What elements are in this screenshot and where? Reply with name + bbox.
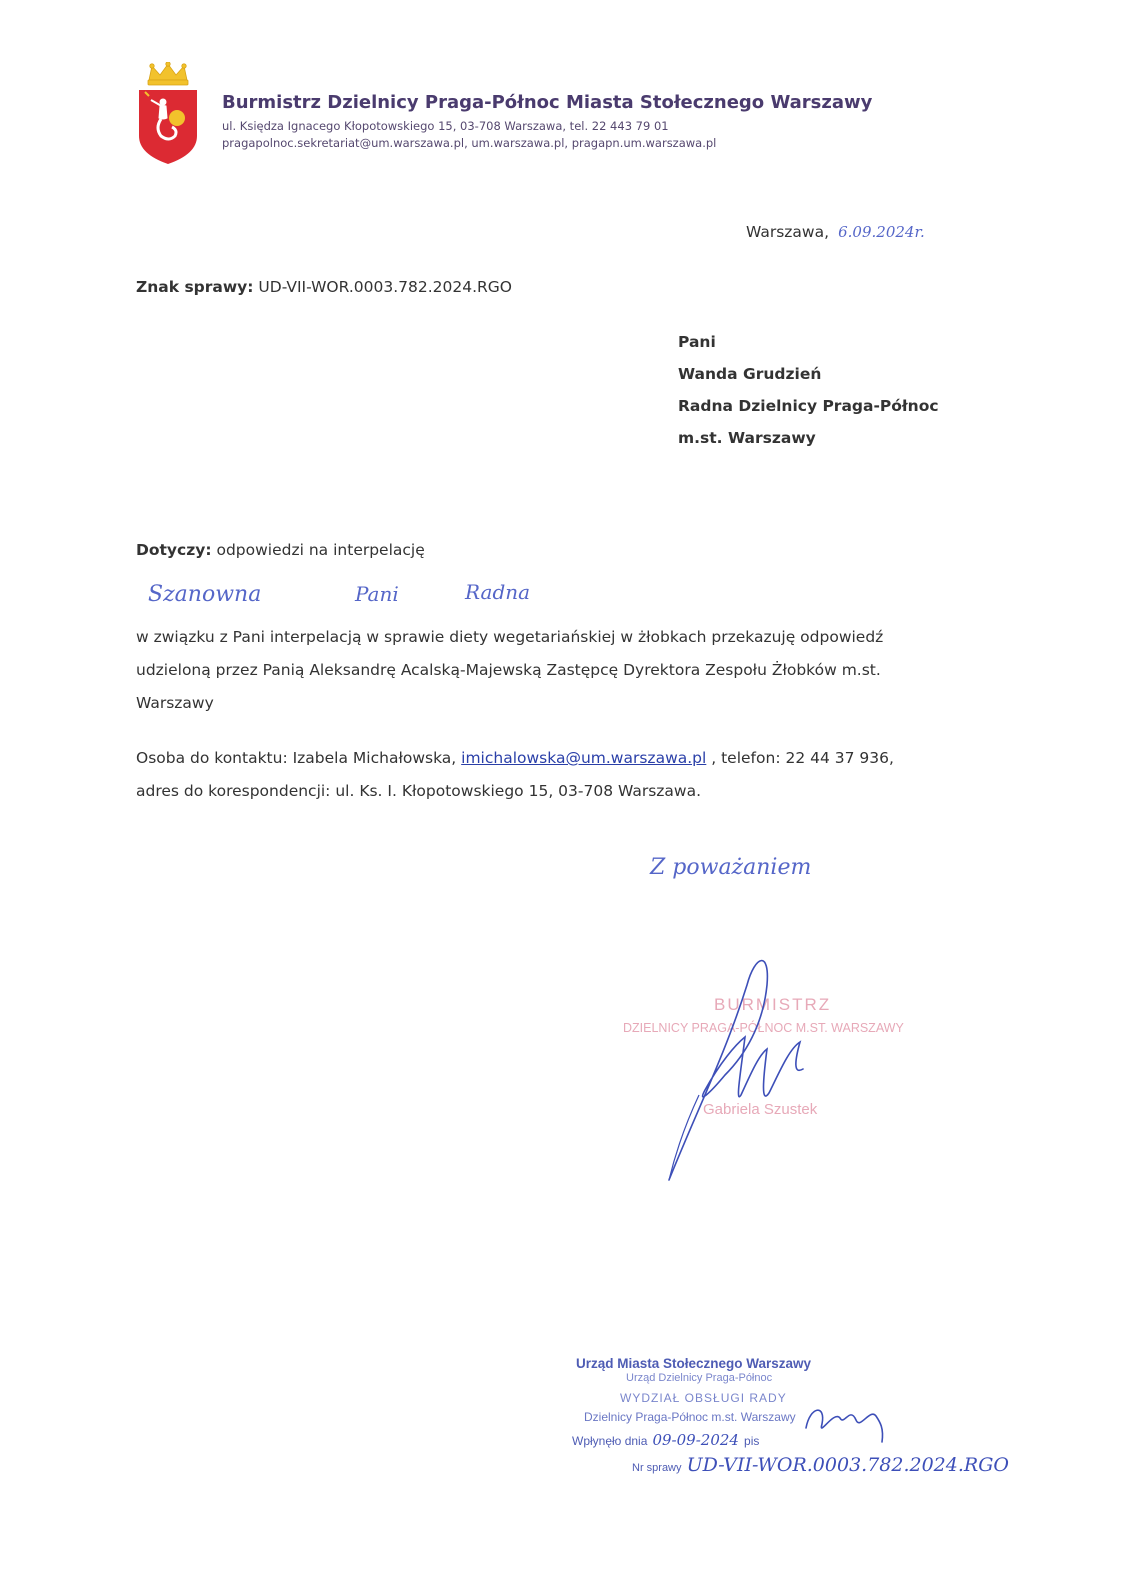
date-prefix: Warszawa, [746,223,830,241]
contact-email-link[interactable]: imichalowska@um.warszawa.pl [461,749,707,767]
body-line3: Warszawy [136,694,214,712]
contact-prefix: Osoba do kontaktu: Izabela Michałowska, [136,749,457,767]
receipt-stamp-line2: Urząd Dzielnicy Praga-Północ [626,1372,773,1384]
contact-line2: adres do korespondencji: ul. Ks. I. Kłopotowskiego 15, 03-708 Warszawa. [136,782,702,800]
contact-line1 [136,749,894,767]
receipt-case-label: Nr sprawy [632,1462,682,1474]
date-line [746,222,925,241]
header-contact: pragapolnoc.sekretariat@um.warszawa.pl, um.warszawa.pl, pragapn.um.warszawa.pl [222,136,717,150]
signature-stamp-name: Gabriela Szustek [703,1101,818,1118]
date-handwritten: 6.09.2024r. [838,223,925,241]
contact-suffix: , telefon: 22 44 37 936, [711,749,894,767]
signature-stamp-office: DZIELNICY PRAGA-PÓŁNOC M.ST. WARSZAWY [623,1021,904,1035]
recipient-line3: Radna Dzielnicy Praga-Północ [678,397,939,415]
receipt-stamp-date-row [572,1430,759,1449]
receipt-stamp-line4: Dzielnicy Praga-Północ m.st. Warszawy [584,1410,796,1424]
subject-value: odpowiedzi na interpelację [216,541,425,559]
body-line2: udzieloną przez Panią Aleksandrę Acalską-Majewską Zastępcę Dyrektora Zespołu Żłobków m.st. [136,661,881,679]
case-reference [136,278,512,296]
warsaw-coat-of-arms-icon [137,62,199,166]
salutation-word-1: Szanowna [148,582,262,607]
receipt-stamp-case-row [632,1454,1009,1476]
receipt-stamp-line1: Urząd Miasta Stołecznego Warszawy [576,1356,812,1371]
salutation-word-2: Pani [355,582,399,606]
receipt-case-value: UD-VII-WOR.0003.782.2024.RGO [686,1454,1009,1476]
closing-handwritten: Z poważaniem [650,855,812,880]
receipt-initials-signature [800,1398,890,1444]
body-line1: w związku z Pani interpelacją w sprawie diety wegetariańskiej w żłobkach przekazuję odpowiedź [136,628,884,646]
header-title: Burmistrz Dzielnicy Praga-Północ Miasta Stołecznego Warszawy [222,92,873,113]
receipt-stamp-line3: WYDZIAŁ OBSŁUGI RADY [620,1391,787,1405]
salutation-word-3: Radna [465,580,531,604]
receipt-received-date: 09-09-2024 [652,1431,739,1449]
header-address: ul. Księdza Ignacego Kłopotowskiego 15, 03-708 Warszawa, tel. 22 443 79 01 [222,119,669,133]
case-label: Znak sprawy: [136,278,254,296]
recipient-line4: m.st. Warszawy [678,429,816,447]
receipt-received-label: Wpłynęło dnia [572,1434,648,1448]
subject-label: Dotyczy: [136,541,212,559]
signature-stamp-title: BURMISTRZ [714,995,832,1014]
recipient-line1: Pani [678,333,716,351]
receipt-signature-label: pis [744,1434,760,1448]
subject [136,541,425,559]
recipient-line2: Wanda Grudzień [678,365,822,383]
handwritten-signature [655,945,818,1190]
case-value: UD-VII-WOR.0003.782.2024.RGO [258,278,513,296]
